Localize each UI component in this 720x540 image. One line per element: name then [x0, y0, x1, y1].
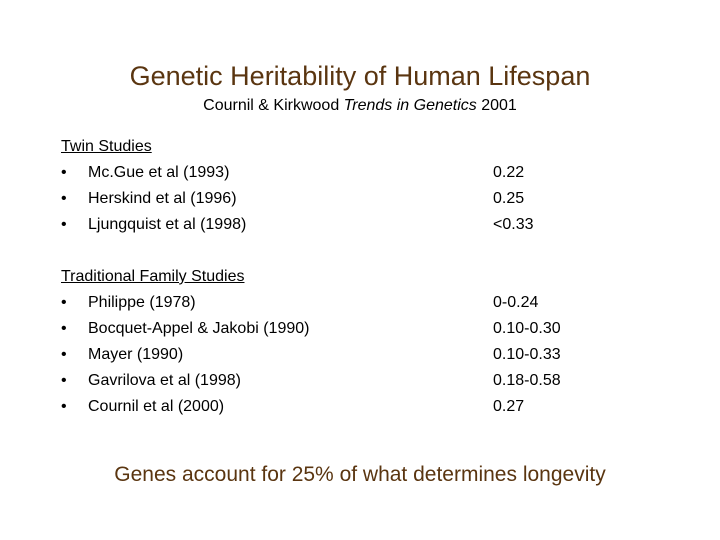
citation-year: 2001 [476, 97, 517, 114]
study-name: Herskind et al (1996) [88, 190, 237, 207]
study-row [61, 212, 621, 238]
citation-journal: Trends in Genetics [343, 97, 477, 114]
citation-authors: Cournil & Kirkwood [203, 97, 344, 114]
heritability-value: 0-0.24 [493, 294, 539, 311]
heritability-value: 0.27 [493, 398, 525, 415]
study-name: Mayer (1990) [88, 346, 184, 363]
bullet: • [61, 346, 67, 363]
heritability-value: 0.22 [493, 164, 525, 181]
family-studies-heading: Traditional Family Studies [61, 268, 245, 285]
study-row [61, 368, 621, 394]
study-row [61, 186, 621, 212]
study-name: Cournil et al (2000) [88, 398, 225, 415]
study-row [61, 342, 621, 368]
study-row [61, 290, 621, 316]
citation [0, 96, 720, 116]
study-name: Gavrilova et al (1998) [88, 372, 241, 389]
bullet: • [61, 190, 67, 207]
family-studies-section [61, 264, 621, 420]
study-name: Bocquet-Appel & Jakobi (1990) [88, 320, 310, 337]
bullet: • [61, 216, 67, 233]
bullet: • [61, 294, 67, 311]
bullet: • [61, 398, 67, 415]
twin-studies-heading: Twin Studies [61, 138, 152, 155]
study-row [61, 316, 621, 342]
heritability-value: 0.18-0.58 [493, 372, 561, 389]
study-name: Mc.Gue et al (1993) [88, 164, 230, 181]
heritability-value: <0.33 [493, 216, 534, 233]
study-row [61, 394, 621, 420]
heritability-value: 0.25 [493, 190, 525, 207]
study-name: Ljungquist et al (1998) [88, 216, 247, 233]
heritability-value: 0.10-0.30 [493, 320, 561, 337]
bullet: • [61, 164, 67, 181]
study-row [61, 160, 621, 186]
conclusion-text: Genes account for 25% of what determines longevity [114, 463, 606, 486]
bullet: • [61, 320, 67, 337]
heritability-value: 0.10-0.33 [493, 346, 561, 363]
slide-title: Genetic Heritability of Human Lifespan [129, 61, 591, 91]
twin-studies-section [61, 134, 621, 238]
bullet: • [61, 372, 67, 389]
study-name: Philippe (1978) [88, 294, 196, 311]
